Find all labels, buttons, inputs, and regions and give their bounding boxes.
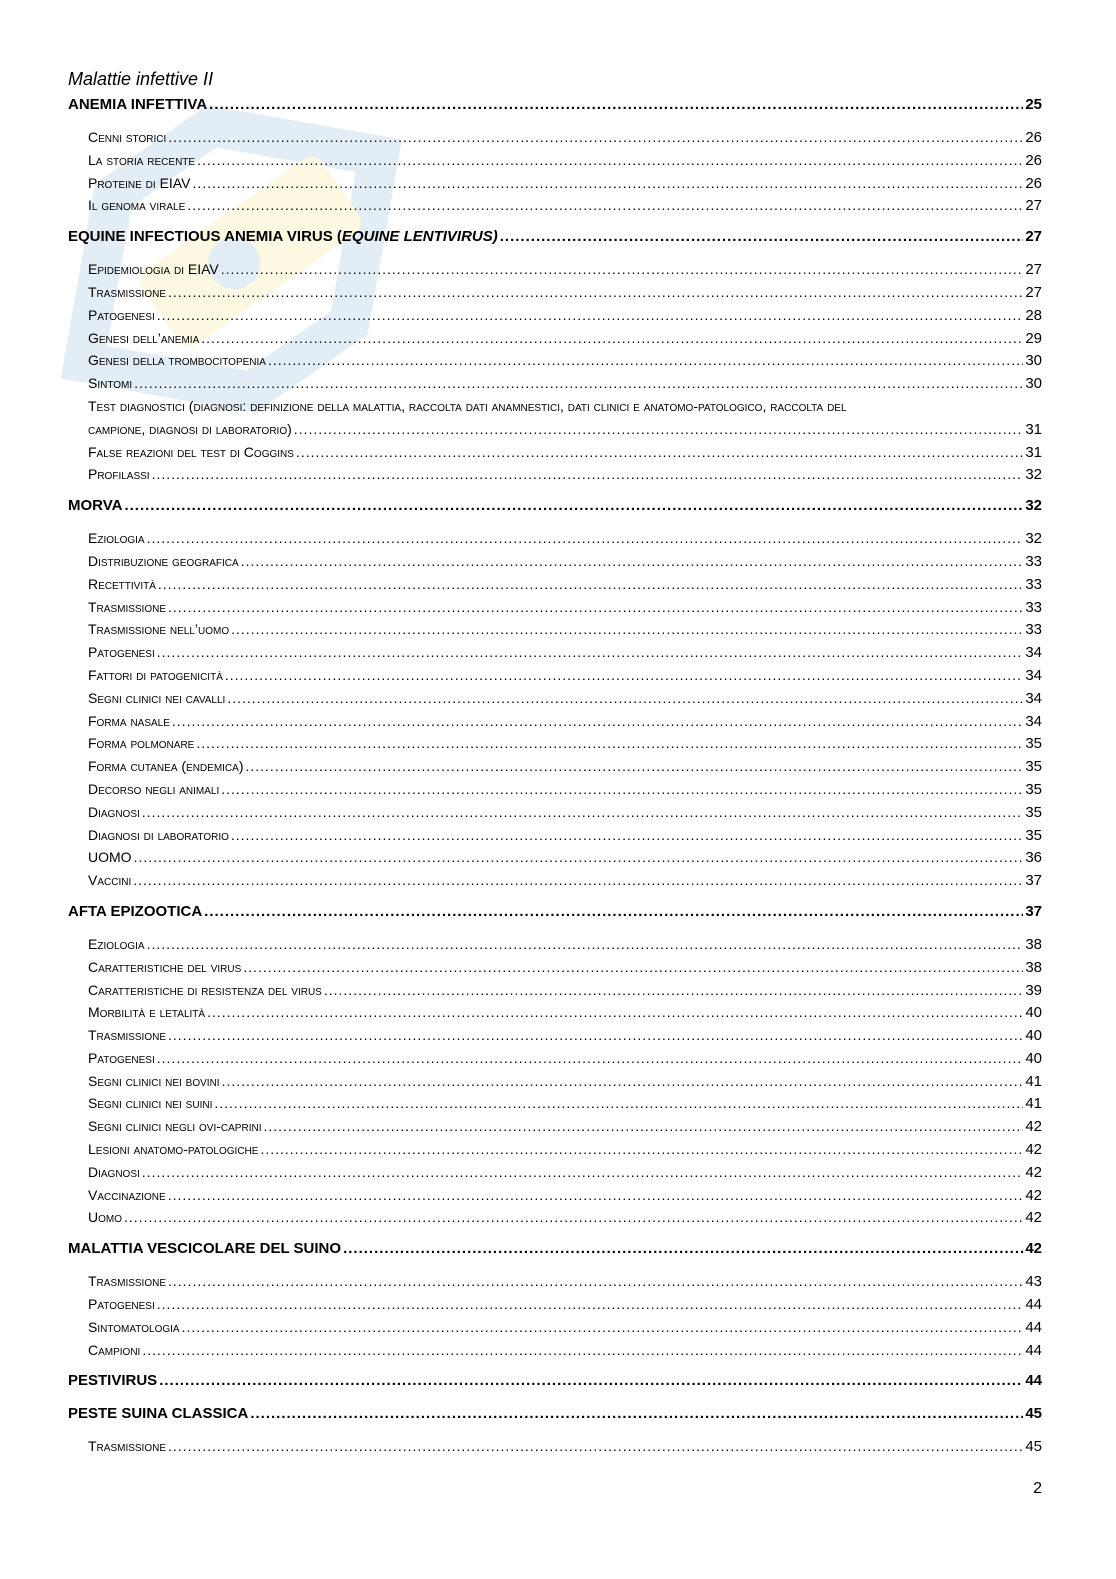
toc-page-number: 37	[1025, 872, 1042, 890]
toc-subsection-eziologia[interactable]	[68, 527, 1042, 550]
toc-subsection-vaccini[interactable]	[68, 869, 1042, 892]
toc-label: PESTIVIRUS	[68, 1372, 158, 1390]
toc-subsection-trasmissione[interactable]	[68, 1435, 1042, 1458]
toc-label: La storia recente	[88, 151, 196, 168]
toc-leader-dots	[231, 824, 1023, 847]
toc-subsection-fattori-di-patogenicit[interactable]	[68, 664, 1042, 687]
toc-page-number: 27	[1025, 261, 1042, 279]
toc-subsection-forma-cutanea-endemica[interactable]	[68, 755, 1042, 778]
toc-label: EQUINE INFECTIOUS ANEMIA VIRUS (EQUINE LENTIVIRUS)	[68, 228, 498, 246]
toc-subsection-trasmissione[interactable]	[68, 596, 1042, 619]
toc-leader-dots	[157, 1047, 1024, 1070]
toc-page-number: 35	[1025, 826, 1042, 844]
toc-subsection-la-storia-recente[interactable]	[68, 149, 1042, 172]
toc-page-number: 29	[1025, 329, 1042, 347]
toc-page-number: 34	[1025, 712, 1042, 730]
toc-section-malattia-vescicolare-del-suino[interactable]	[68, 1237, 1042, 1260]
toc-leader-dots	[214, 1092, 1023, 1115]
toc-label: Patogenesi	[88, 644, 155, 661]
toc-leader-dots	[157, 304, 1024, 327]
toc-leader-dots	[159, 1369, 1023, 1392]
toc-page-number: 34	[1025, 689, 1042, 707]
toc-page-number: 33	[1025, 575, 1042, 593]
toc-label: Forma polmonare	[88, 735, 195, 752]
toc-subsection-diagnosi[interactable]	[68, 801, 1042, 824]
toc-label: Recettività	[88, 575, 156, 592]
toc-label: MALATTIA VESCICOLARE DEL SUINO	[68, 1240, 342, 1258]
toc-page-number: 42	[1025, 1209, 1042, 1227]
toc-leader-dots	[201, 327, 1023, 350]
toc-page-number: 32	[1025, 497, 1042, 515]
toc-label: ANEMIA INFETTIVA	[68, 96, 208, 113]
toc-page-number: 44	[1025, 1341, 1042, 1359]
toc-leader-dots	[134, 846, 1024, 869]
toc-page-number: 45	[1025, 1405, 1042, 1423]
toc-subsection-trasmissione-nell-uomo[interactable]	[68, 618, 1042, 641]
toc-subsection-patogenesi[interactable]	[68, 304, 1042, 327]
toc-leader-dots	[221, 258, 1024, 281]
toc-leader-dots	[168, 596, 1023, 619]
toc-page-number: 42	[1025, 1240, 1042, 1258]
toc-subsection-diagnosi[interactable]	[68, 1161, 1042, 1184]
toc-subsection-segni-clinici-nei-bovini[interactable]	[68, 1070, 1042, 1093]
toc-page-number: 31	[1025, 443, 1042, 461]
toc-subsection-morbilit-e-letalit[interactable]	[68, 1001, 1042, 1024]
toc-subsection-campioni[interactable]	[68, 1339, 1042, 1362]
toc-label: Epidemiologia di EIAV	[88, 261, 219, 278]
toc-page-number: 32	[1025, 466, 1042, 484]
toc-subsection-eziologia[interactable]	[68, 933, 1042, 956]
toc-leader-dots	[225, 664, 1023, 687]
toc-subsection-sintomi[interactable]	[68, 372, 1042, 395]
toc-page-number: 26	[1025, 129, 1042, 146]
toc-label: Forma nasale	[88, 712, 170, 729]
toc-label: Caratteristiche di resistenza del virus	[88, 981, 322, 998]
toc-leader-dots	[142, 1161, 1024, 1184]
toc-page-number: 34	[1025, 666, 1042, 684]
toc-leader-dots	[134, 372, 1023, 395]
toc-subsection-genesi-della-trombocitopenia[interactable]	[68, 349, 1042, 372]
toc-leader-dots	[158, 573, 1023, 596]
toc-label: Segni clinici nei suini	[88, 1095, 213, 1112]
toc-subsection-decorso-negli-animali[interactable]	[68, 778, 1042, 801]
toc-subsection-trasmissione[interactable]	[68, 281, 1042, 304]
toc-subsection-lesioni-anatomo-patologiche[interactable]	[68, 1138, 1042, 1161]
toc-subsection-test-diagnostici-diagnosi-definizione-de[interactable]	[68, 395, 1042, 441]
toc-subsection-segni-clinici-nei-suini[interactable]	[68, 1092, 1042, 1115]
toc-subsection-cenni-storici[interactable]	[68, 126, 1042, 149]
toc-leader-dots	[231, 618, 1023, 641]
toc-leader-dots	[182, 1316, 1024, 1339]
toc-leader-dots	[157, 1293, 1024, 1316]
toc-leader-dots	[294, 418, 1024, 441]
toc-leader-dots	[207, 1001, 1023, 1024]
toc-label: Diagnosi di laboratorio	[88, 826, 229, 843]
toc-page-number: 35	[1025, 780, 1042, 798]
toc-subsection-uomo[interactable]	[68, 1206, 1042, 1229]
toc-label-continued: campione, diagnosi di laboratorio)	[88, 420, 292, 437]
toc-page-number: 38	[1025, 958, 1042, 976]
toc-leader-dots	[147, 933, 1024, 956]
toc-leader-dots	[168, 1435, 1023, 1458]
toc-label: Eziologia	[88, 935, 145, 952]
toc-subsection-patogenesi[interactable]	[68, 1047, 1042, 1070]
toc-subsection-forma-polmonare[interactable]	[68, 732, 1042, 755]
toc-page-number: 40	[1025, 1049, 1042, 1067]
toc-leader-dots	[296, 441, 1023, 464]
toc-page-number: 42	[1025, 1118, 1042, 1136]
toc-subsection-diagnosi-di-laboratorio[interactable]	[68, 824, 1042, 847]
toc-page-number: 30	[1025, 375, 1042, 393]
toc-label: Genesi della trombocitopenia	[88, 352, 266, 369]
toc-label: Fattori di patogenicità	[88, 666, 223, 683]
toc-subsection-forma-nasale[interactable]	[68, 710, 1042, 733]
toc-leader-dots	[204, 900, 1023, 923]
toc-page-number: 45	[1025, 1438, 1042, 1456]
toc-leader-dots	[227, 687, 1023, 710]
toc-leader-dots	[263, 1115, 1023, 1138]
toc-page-number: 44	[1025, 1296, 1042, 1314]
toc-page-number: 39	[1025, 981, 1042, 999]
toc-label: Caratteristiche del virus	[88, 958, 242, 975]
toc-subsection-distribuzione-geografica[interactable]	[68, 550, 1042, 573]
toc-section-anemia-infettiva[interactable]	[68, 93, 1042, 116]
toc-label: Trasmissione	[88, 1438, 167, 1455]
toc-page-number: 43	[1025, 1273, 1042, 1291]
toc-page-number: 44	[1025, 1372, 1042, 1390]
toc-subsection-caratteristiche-di-resistenza-del-virus[interactable]	[68, 979, 1042, 1002]
toc-leader-dots	[142, 801, 1024, 824]
toc-page-number: 34	[1025, 644, 1042, 662]
toc-subsection-genesi-dell-anemia[interactable]	[68, 327, 1042, 350]
toc-label: Trasmissione	[88, 598, 167, 615]
toc-subsection-epidemiologia-di-eiav[interactable]	[68, 258, 1042, 281]
toc-label: Sintomi	[88, 375, 133, 392]
toc-label: Profilassi	[88, 466, 150, 483]
toc-subsection-caratteristiche-del-virus[interactable]	[68, 956, 1042, 979]
toc-leader-dots	[168, 281, 1023, 304]
toc-label: UOMO	[88, 849, 132, 866]
toc-leader-dots	[260, 1138, 1023, 1161]
toc-label: Patogenesi	[88, 1049, 155, 1066]
toc-label-italic: EQUINE LENTIVIRUS)	[341, 228, 498, 246]
toc-subsection-patogenesi[interactable]	[68, 1293, 1042, 1316]
toc-label: Forma cutanea (endemica)	[88, 758, 244, 775]
toc-label: Proteine di EIAV	[88, 174, 191, 191]
page-header-title: Malattie infettive II	[68, 69, 214, 89]
toc-section-peste-suina-classica[interactable]	[68, 1402, 1042, 1425]
toc-leader-dots	[250, 1402, 1023, 1425]
toc-subsection-trasmissione[interactable]	[68, 1270, 1042, 1293]
toc-leader-dots	[209, 93, 1023, 116]
toc-page-number: 27	[1025, 197, 1042, 215]
toc-leader-dots	[268, 349, 1023, 372]
toc-leader-dots	[221, 778, 1023, 801]
toc-leader-dots	[157, 641, 1024, 664]
toc-subsection-recettivit[interactable]	[68, 573, 1042, 596]
toc-label: Trasmissione	[88, 283, 167, 300]
toc-label: Eziologia	[88, 530, 145, 547]
toc-label: Trasmissione nell’uomo	[88, 621, 230, 638]
toc-section-equine-infectious-anemia-virus[interactable]	[68, 225, 1042, 248]
toc-leader-dots	[245, 755, 1023, 778]
toc-page-number: 25	[1025, 96, 1042, 113]
toc-label: Vaccinazione	[88, 1186, 166, 1203]
toc-label: False reazioni del test di Coggins	[88, 443, 294, 460]
toc-page-number: 32	[1025, 530, 1042, 548]
toc-subsection-profilassi[interactable]	[68, 463, 1042, 486]
toc-leader-dots	[500, 225, 1024, 248]
toc-leader-dots	[168, 1270, 1023, 1293]
toc-leader-dots	[192, 172, 1023, 195]
toc-page-number: 35	[1025, 735, 1042, 753]
toc-subsection-proteine-di-eiav[interactable]	[68, 172, 1042, 195]
toc-leader-dots	[197, 149, 1023, 172]
toc-subsection-trasmissione[interactable]	[68, 1024, 1042, 1047]
toc-leader-dots	[324, 979, 1023, 1002]
toc-page-number: 33	[1025, 598, 1042, 616]
toc-label: PESTE SUINA CLASSICA	[68, 1405, 249, 1423]
toc-subsection-il-genoma-virale[interactable]	[68, 194, 1042, 217]
table-of-contents	[68, 93, 1042, 1458]
toc-page-number: 41	[1025, 1072, 1042, 1090]
toc-page-number: 33	[1025, 621, 1042, 639]
toc-label: Trasmissione	[88, 1273, 167, 1290]
toc-leader-dots	[124, 1206, 1023, 1229]
toc-page-number: 27	[1025, 228, 1042, 246]
toc-page-number: 40	[1025, 1027, 1042, 1045]
toc-label: Distribuzione geografica	[88, 552, 239, 569]
toc-label: Diagnosi	[88, 1163, 140, 1180]
toc-leader-dots	[187, 194, 1023, 217]
toc-leader-dots	[168, 1184, 1024, 1207]
toc-page-number: 27	[1025, 283, 1042, 301]
toc-label: Patogenesi	[88, 1296, 155, 1313]
toc-page-number: 38	[1025, 935, 1042, 953]
toc-label: Lesioni anatomo-patologiche	[88, 1141, 259, 1158]
toc-page-number: 36	[1025, 849, 1042, 867]
toc-page-number: 30	[1025, 352, 1042, 370]
toc-subsection-segni-clinici-negli-ovi-caprini[interactable]	[68, 1115, 1042, 1138]
toc-page-number: 26	[1025, 174, 1042, 192]
toc-leader-dots	[243, 956, 1023, 979]
toc-label: Uomo	[88, 1209, 122, 1226]
toc-label: Cenni storici	[88, 129, 167, 145]
toc-label: Segni clinici nei cavalli	[88, 689, 226, 706]
toc-leader-dots	[172, 710, 1023, 733]
toc-subsection-uomo[interactable]	[68, 846, 1042, 869]
toc-page-number: 42	[1025, 1163, 1042, 1181]
toc-label: Il genoma virale	[88, 197, 186, 214]
toc-label: Campioni	[88, 1341, 141, 1358]
toc-page-number: 42	[1025, 1141, 1042, 1159]
toc-label: Segni clinici negli ovi-caprini	[88, 1118, 262, 1135]
toc-leader-dots	[168, 1024, 1023, 1047]
toc-leader-dots	[133, 869, 1023, 892]
toc-leader-dots	[343, 1237, 1023, 1260]
toc-page-number: 41	[1025, 1095, 1042, 1113]
toc-label: Morbilità e letalità	[88, 1004, 206, 1021]
toc-leader-dots	[124, 494, 1023, 517]
toc-label: Vaccini	[88, 872, 132, 889]
toc-subsection-patogenesi[interactable]	[68, 641, 1042, 664]
toc-subsection-vaccinazione[interactable]	[68, 1184, 1042, 1207]
toc-leader-dots	[168, 126, 1023, 149]
toc-page-number: 44	[1025, 1318, 1042, 1336]
toc-leader-dots	[147, 527, 1024, 550]
toc-label: Decorso negli animali	[88, 780, 220, 797]
toc-page-number: 40	[1025, 1004, 1042, 1022]
toc-label: Sintomatologia	[88, 1318, 180, 1335]
toc-label: Genesi dell’anemia	[88, 329, 200, 346]
toc-section-afta-epizootica[interactable]	[68, 900, 1042, 923]
toc-section-pestivirus[interactable]	[68, 1369, 1042, 1392]
toc-subsection-sintomatologia[interactable]	[68, 1316, 1042, 1339]
page-number: 2	[1033, 1480, 1042, 1497]
toc-label: Patogenesi	[88, 306, 155, 323]
toc-page-number: 33	[1025, 552, 1042, 570]
toc-page-number: 35	[1025, 758, 1042, 776]
toc-leader-dots	[222, 1070, 1024, 1093]
toc-label: MORVA	[68, 497, 123, 515]
toc-page-number: 42	[1025, 1186, 1042, 1204]
toc-section-morva[interactable]	[68, 494, 1042, 517]
toc-leader-dots	[142, 1339, 1023, 1362]
toc-leader-dots	[241, 550, 1024, 573]
toc-label: Trasmissione	[88, 1027, 167, 1044]
toc-page-number: 31	[1025, 420, 1042, 438]
toc-page-number: 37	[1025, 902, 1042, 920]
toc-page-number: 26	[1025, 151, 1042, 169]
toc-page-number: 35	[1025, 803, 1042, 821]
toc-label: AFTA EPIZOOTICA	[68, 902, 203, 920]
toc-label: Segni clinici nei bovini	[88, 1072, 220, 1089]
toc-leader-dots	[152, 463, 1024, 486]
toc-label: Test diagnostici (diagnosi: definizione della malattia, raccolta dati anamnestici, dati clinici e anatomo-patologico, raccolta del	[88, 397, 847, 414]
toc-subsection-false-reazioni-del-test-di-coggins[interactable]	[68, 441, 1042, 464]
toc-subsection-segni-clinici-nei-cavalli[interactable]	[68, 687, 1042, 710]
toc-label: Diagnosi	[88, 803, 140, 820]
toc-leader-dots	[196, 732, 1023, 755]
toc-page-number: 28	[1025, 306, 1042, 324]
